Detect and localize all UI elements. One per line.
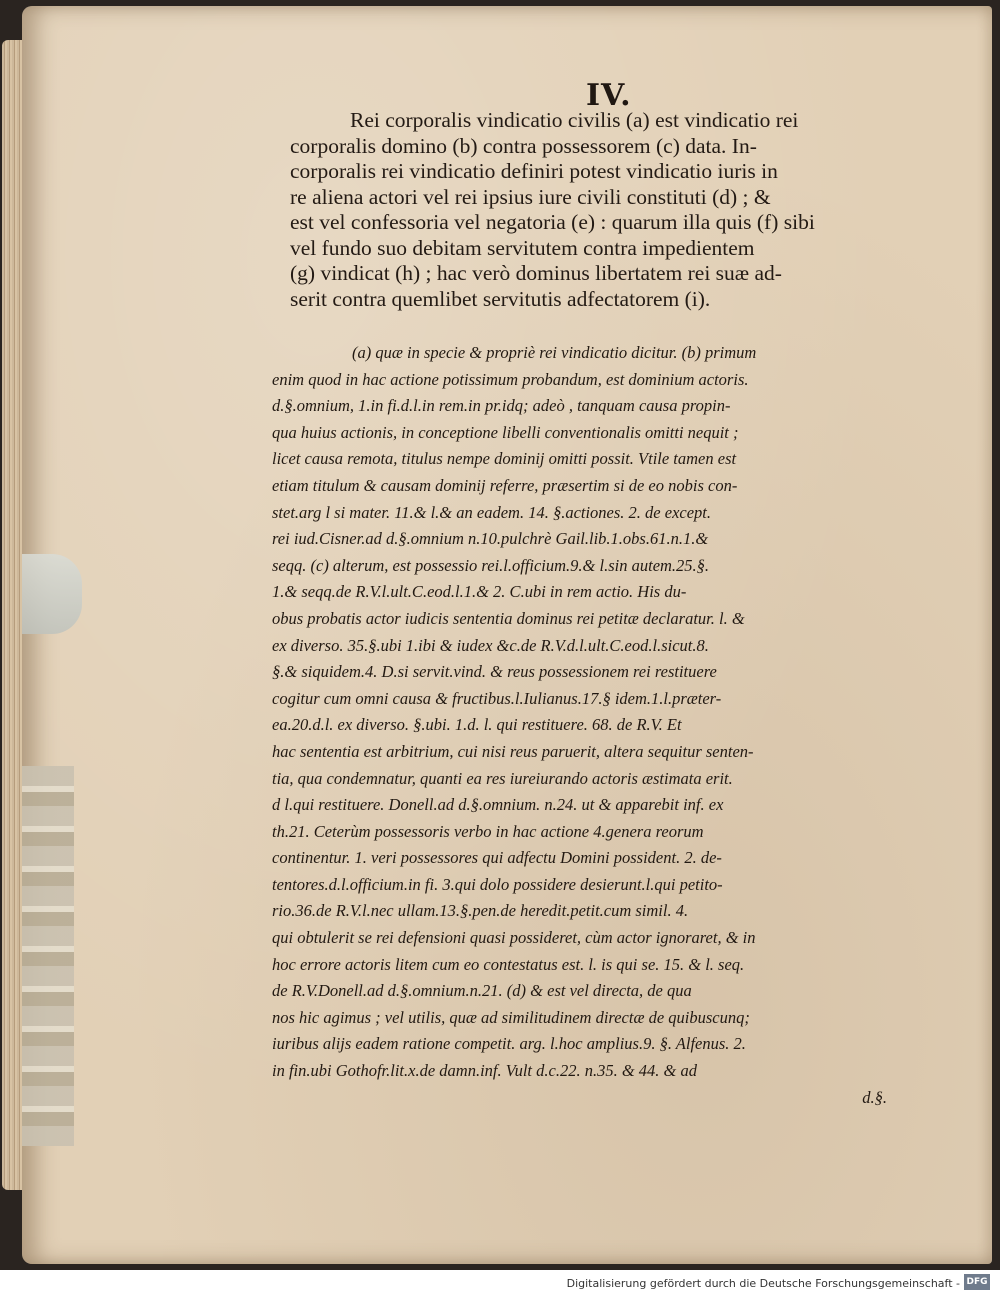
note-line: ex diverso. 35.§.ubi 1.ibi & iudex &c.de R.V.d.l.ult.C.eod.l.sicut.8. [272,635,709,655]
note-line: cogitur cum omni causa & fructibus.l.Iulianus.17.§ idem.1.l.præter- [272,688,722,708]
note-line: continentur. 1. veri possessores qui adfectu Domini possident. 2. de- [272,848,722,868]
note-line: hoc errore actoris litem cum eo contestatus est. l. is qui se. 15. & l. seq. [272,954,745,974]
main-line: Rei corporalis vindicatio civilis (a) est vindicatio rei [350,108,799,132]
main-line: corporalis rei vindicatio definiri potest vindicatio iuris in [290,159,778,183]
main-paragraph [290,108,910,312]
note-line: qui obtulerit se rei defensioni quasi possideret, cùm actor ignoraret, & in [272,928,756,948]
note-line: ea.20.d.l. ex diverso. §.ubi. 1.d. l. qui restituere. 68. de R.V. Et [272,715,682,735]
main-line: corporalis domino (b) contra possessorem (c) data. In- [290,133,757,158]
note-line: in fin.ubi Gothofr.lit.x.de damn.inf. Vult d.c.22. n.35. & 44. & ad [272,1061,698,1081]
main-line: re aliena actori vel rei ipsius iure civili constituti (d) ; & [290,184,771,209]
note-line: d.§.omnium, 1.in fi.d.l.in rem.in pr.idq; adeò , tanquam causa propin- [272,396,731,416]
note-line: licet causa remota, titulus nempe dominij omitti possit. Vtile tamen est [272,449,737,469]
note-line: rei iud.Cisner.ad d.§.omnium n.10.pulchrè Gail.lib.1.obs.61.n.1.& [272,529,709,549]
note-line: enim quod in hac actione potissimum probandum, est dominium actoris. [272,369,749,389]
note-line: nos hic agimus ; vel utilis, quæ ad similitudinem directæ de quibuscunq; [272,1007,750,1027]
note-line: tia, qua condemnatur, quanti ea res iureiurando actoris æstimata erit. [272,768,733,788]
dfg-logo: DFG [964,1274,990,1290]
note-line: etiam titulum & causam dominij referre, præsertim si de eo nobis con- [272,475,738,495]
note-line: iuribus alijs eadem ratione competit. arg. l.hoc amplius.9. §. Alfenus. 2. [272,1034,746,1054]
note-line: seqq. (c) alterum, est possessio rei.l.officium.9.& l.sin autem.25.§. [272,555,710,575]
note-line: d l.qui restituere. Donell.ad d.§.omnium. n.24. ut & apparebit inf. ex [272,795,724,815]
note-line: stet.arg l si mater. 11.& l.& an eadem. 14. §.actiones. 2. de except. [272,502,712,522]
note-line: obus probatis actor iudicis sententia dominus rei petitæ declaratur. l. & [272,608,745,628]
main-line: serit contra quemlibet servitutis adfectatorem (i). [290,286,711,311]
note-line: 1.& seqq.de R.V.l.ult.C.eod.l.1.& 2. C.ubi in rem actio. His du- [272,582,687,602]
page-clip [22,554,82,634]
note-line: (a) quæ in specie & propriè rei vindicatio dicitur. (b) primum [352,343,757,362]
funding-credit: Digitalisierung gefördert durch die Deutsche Forschungsgemeinschaft - [566,1277,960,1290]
footnotes [272,340,897,1111]
note-line: qua huius actionis, in conceptione libelli conventionalis omitti nequit ; [272,422,739,442]
note-line: §.& siquidem.4. D.si servit.vind. & reus possessionem rei restituere [272,662,717,682]
section-heading: IV. [586,78,632,113]
main-line: (g) vindicat (h) ; hac verò dominus libertatem rei suæ ad- [290,261,782,285]
note-line: tentores.d.l.officium.in fi. 3.qui dolo possidere desierunt.l.qui petito- [272,874,723,894]
index-tabs [22,766,74,1146]
note-line: th.21. Ceterùm possessoris verbo in hac actione 4.genera reorum [272,821,704,841]
note-line: rio.36.de R.V.l.nec ullam.13.§.pen.de heredit.petit.cum simil. 4. [272,901,689,921]
note-line: de R.V.Donell.ad d.§.omnium.n.21. (d) & est vel directa, de qua [272,981,692,1001]
note-line: hac sententia est arbitrium, cui nisi reus paruerit, altera sequitur senten- [272,741,754,761]
note-line: d.§. [862,1087,887,1107]
main-line: vel fundo suo debitam servitutem contra impedientem [290,235,755,260]
main-line: est vel confessoria vel negatoria (e) : quarum illa quis (f) sibi [290,210,815,234]
